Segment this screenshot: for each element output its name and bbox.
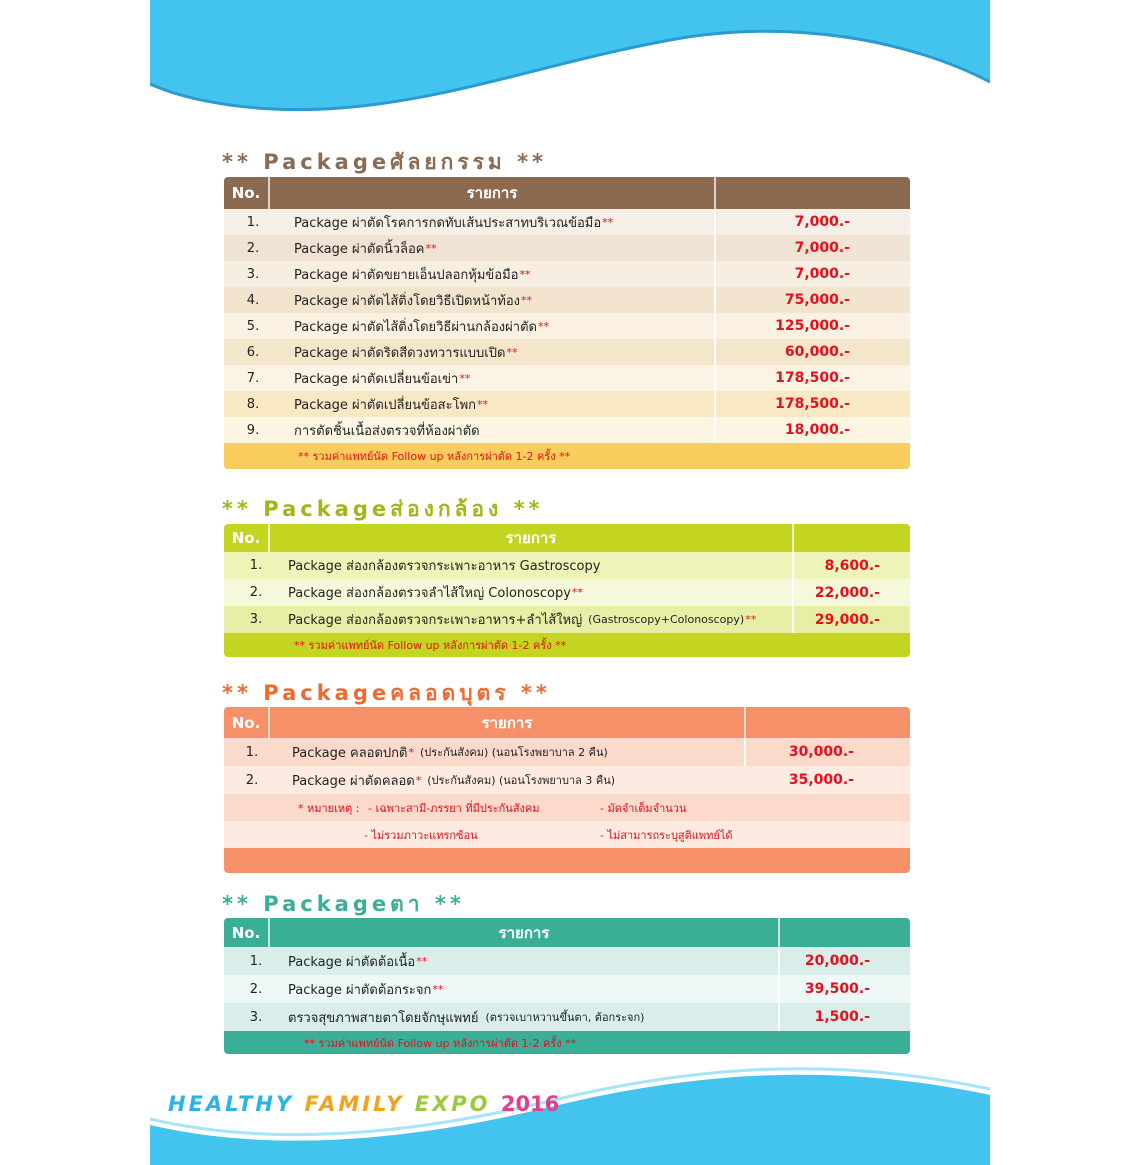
surgery-note: ** รวมค่าแพทย์นัด Follow up หลังการผ่าตัด 1-2 ครั้ง ** xyxy=(224,443,910,469)
row-item-text: Package คลอดปกติ xyxy=(292,745,408,761)
header-item: รายการ xyxy=(270,524,794,552)
surgery-section-title: ** Packageศัลยกรรม ** xyxy=(222,150,548,174)
asterisk: ** xyxy=(506,345,518,359)
table-row xyxy=(224,947,910,975)
row-item-text: ตรวจสุขภาพสายตาโดยจักษุแพทย์ xyxy=(288,1010,479,1026)
brand-word-expo: EXPO xyxy=(414,1092,491,1116)
row-price: 7,000.- xyxy=(794,240,850,256)
row-price: 7,000.- xyxy=(794,214,850,230)
row-item xyxy=(282,235,716,261)
remark-text: - เฉพาะสามี-ภรรยา ที่มีประกันสังคม xyxy=(368,801,540,815)
row-item-text: การตัดชิ้นเนื้อส่งตรวจที่ห้องผ่าตัด xyxy=(294,423,480,439)
header-no: No. xyxy=(224,177,270,209)
table-row xyxy=(224,738,910,766)
row-item xyxy=(282,391,716,417)
eye-table-header xyxy=(224,918,910,947)
row-no: 7. xyxy=(246,370,260,386)
endoscopy-rows xyxy=(224,552,910,633)
endoscopy-table-header xyxy=(224,524,910,552)
remark-text: - ไม่รวมภาวะแทรกซ้อน xyxy=(364,828,478,842)
row-item-extra: (ตรวจเบาหวานขึ้นตา, ต้อกระจก) xyxy=(485,1011,645,1024)
row-item xyxy=(288,552,794,579)
asterisk: * xyxy=(408,745,414,759)
header-item: รายการ xyxy=(270,918,780,947)
row-item-text: Package ผ่าตัดต้อกระจก xyxy=(288,982,432,998)
endoscopy-note: ** รวมค่าแพทย์นัด Follow up หลังการผ่าตัด 1-2 ครั้ง ** xyxy=(224,633,910,657)
brand-year: 2016 xyxy=(500,1092,560,1116)
row-price: 75,000.- xyxy=(784,292,850,308)
birth-section-title: ** Packageคลอดบุตร ** xyxy=(222,681,551,705)
row-price: 178,500.- xyxy=(775,370,850,386)
row-item xyxy=(282,287,716,313)
remark-row xyxy=(224,794,910,821)
surgery-table-header xyxy=(224,177,910,209)
table-row xyxy=(224,552,910,579)
surgery-table xyxy=(224,177,910,469)
endoscopy-section-title: ** Packageส่องกล้อง ** xyxy=(222,497,544,521)
row-item xyxy=(288,947,780,975)
asterisk: ** xyxy=(425,241,437,255)
row-no: 1. xyxy=(245,744,259,760)
table-row xyxy=(224,766,910,794)
row-no: 1. xyxy=(246,214,260,230)
birth-footer-bar xyxy=(224,848,910,873)
row-no: 2. xyxy=(249,981,263,997)
birth-table xyxy=(224,707,910,873)
row-price: 178,500.- xyxy=(775,396,850,412)
row-item-text: Package ส่องกล้องตรวจลำไส้ใหญ่ Colonoscopy xyxy=(288,586,571,601)
row-item xyxy=(280,766,746,794)
row-item-text: Package ผ่าตัดต้อเนื้อ xyxy=(288,954,416,970)
row-price: 18,000.- xyxy=(784,422,850,438)
table-row xyxy=(224,365,910,391)
row-item-text: Package ส่องกล้องตรวจกระเพาะอาหาร Gastroscopy xyxy=(288,559,601,574)
asterisk: ** xyxy=(602,215,614,229)
row-no: 3. xyxy=(246,266,260,282)
asterisk: ** xyxy=(571,586,583,599)
remark-text: - มัดจำเต็มจำนวน xyxy=(600,801,687,815)
row-item xyxy=(288,579,794,606)
row-item xyxy=(288,975,780,1003)
table-row xyxy=(224,975,910,1003)
brand-word-healthy: HEALTHY xyxy=(168,1092,295,1116)
asterisk: * xyxy=(415,773,422,787)
remark-text: - ไม่สามารถระบุสูติแพทย์ได้ xyxy=(600,828,733,842)
asterisk: ** xyxy=(459,371,471,385)
row-no: 8. xyxy=(246,396,260,412)
row-price: 7,000.- xyxy=(794,266,850,282)
row-price: 29,000.- xyxy=(814,611,880,628)
eye-section-title: ** Packageตา ** xyxy=(222,892,465,916)
surgery-rows xyxy=(224,209,910,443)
header-price xyxy=(780,918,910,947)
row-item-text: Package ผ่าตัดนิ้วล็อค xyxy=(294,241,425,257)
row-item-text: Package ผ่าตัดเปลี่ยนข้อสะโพก xyxy=(294,397,477,413)
table-row xyxy=(224,261,910,287)
row-item xyxy=(288,1003,780,1031)
eye-table xyxy=(224,918,910,1054)
row-price: 39,500.- xyxy=(804,981,870,997)
eye-note: ** รวมค่าแพทย์นัด Follow up หลังการผ่าตัด 1-2 ครั้ง ** xyxy=(224,1031,910,1054)
row-item-text: Package ผ่าตัดไส้ติ่งโดยวิธีผ่านกล้องผ่าตัด xyxy=(294,319,537,335)
row-no: 2. xyxy=(249,585,263,600)
row-no: 3. xyxy=(249,1009,263,1025)
expo-brand-logo xyxy=(168,1092,559,1116)
row-price: 20,000.- xyxy=(804,953,870,969)
table-row xyxy=(224,1003,910,1031)
row-no: 2. xyxy=(246,240,260,256)
remark-row xyxy=(224,821,910,848)
table-row xyxy=(224,287,910,313)
row-item xyxy=(282,417,716,443)
header-item: รายการ xyxy=(270,177,716,209)
row-item-text: Package ผ่าตัดเปลี่ยนข้อเข่า xyxy=(294,371,459,387)
header-price xyxy=(746,707,910,738)
row-item-extra: (ประกันสังคม) (นอนโรงพยาบาล 2 คืน) xyxy=(420,746,608,759)
row-price: 125,000.- xyxy=(775,318,850,334)
row-item-text: Package ผ่าตัดคลอด xyxy=(292,773,415,789)
row-price: 22,000.- xyxy=(814,584,880,601)
row-no: 6. xyxy=(246,344,260,360)
asterisk: ** xyxy=(432,982,444,996)
brand-word-family: FAMILY xyxy=(304,1092,405,1116)
remark-label: * หมายเหตุ : xyxy=(298,801,360,815)
table-row xyxy=(224,235,910,261)
table-row xyxy=(224,339,910,365)
asterisk: ** xyxy=(537,319,549,333)
table-row xyxy=(224,579,910,606)
row-price: 60,000.- xyxy=(784,344,850,360)
table-row xyxy=(224,606,910,633)
table-row xyxy=(224,209,910,235)
row-item xyxy=(282,209,716,235)
row-no: 4. xyxy=(246,292,260,308)
asterisk: ** xyxy=(745,613,757,626)
eye-rows xyxy=(224,947,910,1031)
row-no: 1. xyxy=(249,953,263,969)
header-no: No. xyxy=(224,707,270,738)
asterisk: ** xyxy=(416,954,428,968)
row-item-text: Package ผ่าตัดริดสีดวงทวารแบบเปิด xyxy=(294,345,506,361)
birth-rows xyxy=(224,738,910,794)
row-item xyxy=(282,313,716,339)
row-item xyxy=(282,365,716,391)
row-price: 1,500.- xyxy=(814,1009,870,1025)
header-no: No. xyxy=(224,524,270,552)
row-item-extra: (ประกันสังคม) (นอนโรงพยาบาล 3 คืน) xyxy=(427,774,616,787)
asterisk: ** xyxy=(477,397,489,411)
row-item xyxy=(282,339,716,365)
row-no: 5. xyxy=(246,318,260,334)
row-price: 35,000.- xyxy=(788,772,854,788)
birth-remarks xyxy=(224,794,910,848)
header-price xyxy=(794,524,910,552)
row-item xyxy=(280,738,746,766)
row-item xyxy=(282,261,716,287)
row-item-text: Package ส่องกล้องตรวจกระเพาะอาหาร+ลำไส้ใหญ่ xyxy=(288,613,583,628)
row-price: 30,000.- xyxy=(788,744,854,760)
endoscopy-table xyxy=(224,524,910,657)
table-row xyxy=(224,391,910,417)
table-row xyxy=(224,313,910,339)
row-item-text: Package ผ่าตัดไส้ติ่งโดยวิธีเปิดหน้าท้อง xyxy=(294,293,520,309)
row-item-text: Package ผ่าตัดขยายเอ็นปลอกหุ้มข้อมือ xyxy=(294,267,519,283)
header-no: No. xyxy=(224,918,270,947)
header-price xyxy=(716,177,910,209)
table-row xyxy=(224,417,910,443)
row-no: 9. xyxy=(246,422,260,438)
row-item xyxy=(288,606,794,633)
asterisk: ** xyxy=(520,293,532,307)
header-item: รายการ xyxy=(270,707,746,738)
row-no: 1. xyxy=(249,558,263,573)
row-item-text: Package ผ่าตัดโรคการกดทับเส้นประสาทบริเวณข้อมือ xyxy=(294,215,602,231)
birth-table-header xyxy=(224,707,910,738)
top-wave-decoration xyxy=(150,0,990,130)
row-no: 2. xyxy=(245,772,259,788)
asterisk: ** xyxy=(519,267,531,281)
row-no: 3. xyxy=(249,612,263,627)
row-item-extra: (Gastroscopy+Colonoscopy) xyxy=(588,613,745,626)
row-price: 8,600.- xyxy=(824,557,880,574)
